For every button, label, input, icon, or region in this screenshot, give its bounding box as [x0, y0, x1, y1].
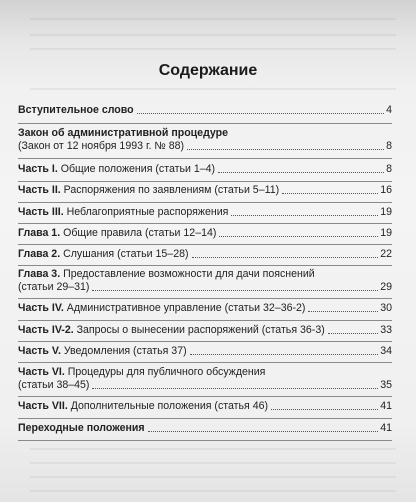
dot-leader	[328, 333, 378, 334]
toc-entry	[18, 206, 392, 219]
toc-entry	[18, 400, 392, 413]
toc-entry-title: Закон об административной процедуре	[18, 127, 229, 139]
separator	[18, 341, 392, 342]
page-title: Содержание	[158, 62, 258, 79]
toc-entry	[18, 302, 392, 315]
toc-entry-prefix: Глава 2.	[18, 248, 61, 260]
toc-entry	[18, 104, 392, 117]
toc-entry	[18, 268, 392, 294]
toc-entry-page: 29	[380, 281, 392, 293]
toc-entry-title: Распоряжения по заявлениям (статьи 5–11)	[60, 184, 280, 196]
dot-leader	[219, 236, 378, 237]
toc-entry-title: Вступительное слово	[18, 104, 134, 116]
toc-entry-prefix: Часть III.	[18, 206, 64, 218]
dot-leader	[92, 388, 378, 389]
toc-entry-title: Дополнительные положения (статья 46)	[67, 400, 269, 412]
dot-leader	[271, 409, 378, 410]
toc-entry-page: 8	[386, 140, 392, 152]
toc-entry-title: Предоставление возможности для дачи пояснений	[60, 268, 315, 280]
separator	[18, 181, 392, 182]
separator	[18, 362, 392, 363]
toc-entry-prefix: Часть I.	[18, 163, 58, 175]
toc-entry-page: 16	[380, 184, 392, 196]
toc-entry-page: 8	[386, 163, 392, 175]
dot-leader	[187, 149, 384, 150]
toc-entry-prefix: Глава 3.	[18, 268, 61, 280]
dot-leader	[137, 113, 384, 114]
dot-leader	[218, 172, 384, 173]
dot-leader	[282, 193, 378, 194]
toc-entry	[18, 345, 392, 358]
toc-entry-title: Общие правила (статьи 12–14)	[60, 227, 217, 239]
separator	[18, 244, 392, 245]
toc-entry-title: Уведомления (статья 37)	[60, 345, 187, 357]
toc-entry-page: 41	[380, 422, 392, 434]
toc-entry-page: 41	[380, 400, 392, 412]
separator	[18, 223, 392, 224]
toc-entry-title: Неблагоприятные распоряжения	[63, 206, 229, 218]
dot-leader	[92, 290, 378, 291]
toc-entry-prefix: Глава 1.	[18, 227, 61, 239]
toc-entry	[18, 184, 392, 197]
toc-entry-title: Слушания (статьи 15–28)	[60, 248, 189, 260]
toc-entry-prefix: Часть IV-2.	[18, 324, 74, 336]
toc-entry-subtitle: (статьи 29–31)	[18, 281, 90, 293]
separator	[18, 440, 392, 441]
dot-leader	[148, 431, 379, 432]
toc-entry-page: 33	[380, 324, 392, 336]
toc-entry-title: Переходные положения	[18, 422, 145, 434]
toc-entry-prefix: Часть VI.	[18, 366, 65, 378]
toc-entry	[18, 127, 392, 153]
separator	[18, 202, 392, 203]
dot-leader	[190, 354, 379, 355]
separator	[18, 265, 392, 266]
separator	[18, 418, 392, 419]
dot-leader	[308, 311, 378, 312]
toc-entry-page: 34	[380, 345, 392, 357]
toc-entry-page: 22	[380, 248, 392, 260]
toc-entry-subtitle: (Закон от 12 ноября 1993 г. № 88)	[18, 140, 185, 152]
toc-entry	[18, 248, 392, 261]
toc-entry-page: 19	[380, 227, 392, 239]
toc-entry-page: 30	[380, 302, 392, 314]
toc-entry-page: 4	[386, 104, 392, 116]
toc-entry	[18, 227, 392, 240]
toc-entry-prefix: Часть V.	[18, 345, 61, 357]
toc-entry-prefix: Часть IV.	[18, 302, 64, 314]
toc-entry-title: Административное управление (статьи 32–36-2)	[63, 302, 306, 314]
toc-entry-subtitle: (статьи 38–45)	[18, 379, 90, 391]
toc-entry	[18, 366, 392, 392]
dot-leader	[192, 257, 379, 258]
toc-entry	[18, 163, 392, 176]
separator	[18, 320, 392, 321]
separator	[18, 396, 392, 397]
separator	[18, 123, 392, 124]
toc-entry-prefix: Часть VII.	[18, 400, 68, 412]
toc-entry	[18, 422, 392, 435]
toc-entry-prefix: Часть II.	[18, 184, 61, 196]
toc-entry-page: 19	[380, 206, 392, 218]
toc-entry	[18, 324, 392, 337]
toc-entry-title: Процедуры для публичного обсуждения	[64, 366, 266, 378]
dot-leader	[231, 215, 378, 216]
toc-entry-page: 35	[380, 379, 392, 391]
separator	[18, 158, 392, 159]
separator	[18, 298, 392, 299]
toc-entry-title: Общие положения (статьи 1–4)	[57, 163, 216, 175]
toc-entry-title: Запросы о вынесении распоряжений (статья 36-3)	[73, 324, 325, 336]
